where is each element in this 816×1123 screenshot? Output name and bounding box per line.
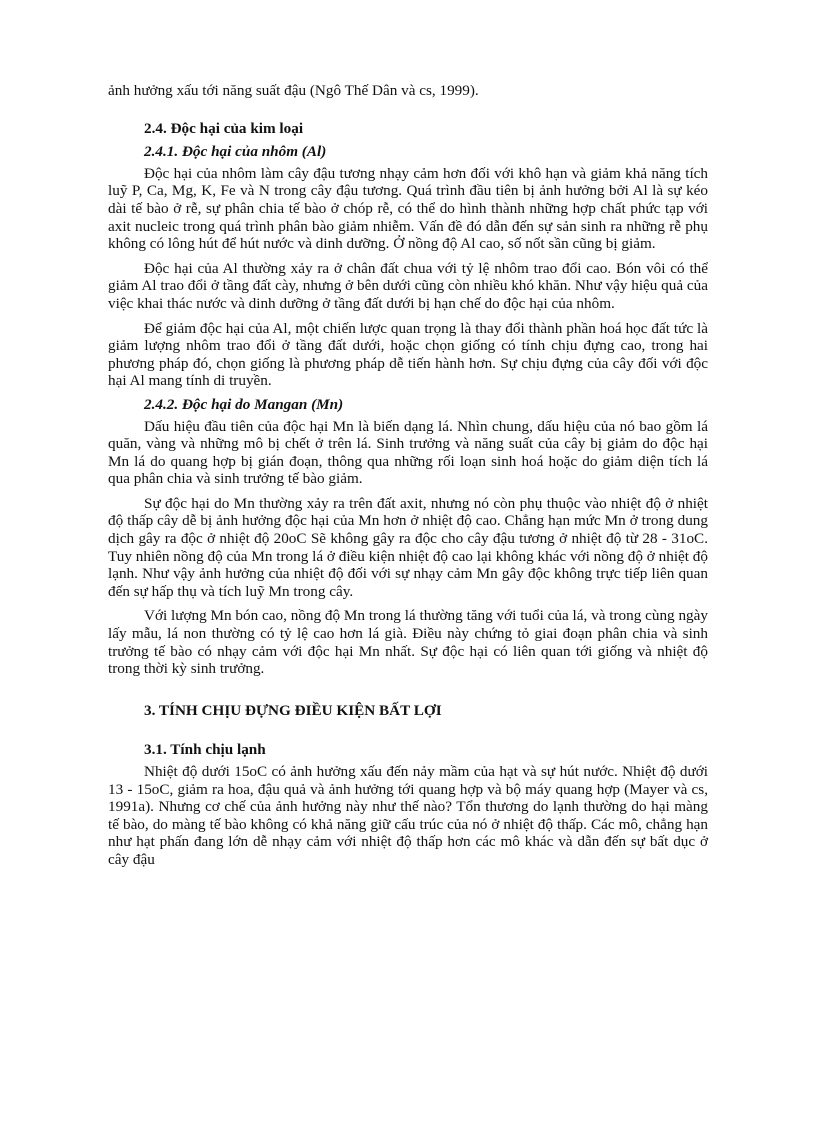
subsection-heading-3-1: 3.1. Tính chịu lạnh — [144, 741, 266, 759]
section-heading-2-4: 2.4. Độc hại của kim loại — [144, 119, 304, 137]
paragraph-cold-tolerance-1: Nhiệt độ dưới 15oC có ảnh hưởng xấu đến nảy mầm của hạt và sự hút nước. Nhiệt độ dưới 13 - 15oC, giảm ra hoa, đậu quả và ảnh hưởng tới quang hợp và bộ máy quang hợp (Mayer và cs, 1991a). Nhưng cơ chế của ảnh hưởng này như thế nào? Tổn thương do lạnh thường do hại màng tế bào, do màng tế bào không có khả năng giữ cấu trúc của nó ở nhiệt độ thấp. Các mô, chẳng hạn như hạt phấn đang lớn dễ nhạy cảm với nhiệt độ thấp hơn các mô khác và dẫn đến sự bất dục ở cây đậu — [108, 763, 708, 868]
intro-line: ảnh hưởng xấu tới năng suất đậu (Ngô Thế Dân và cs, 1999). — [108, 82, 479, 99]
paragraph-aluminum-3: Để giảm độc hại của Al, một chiến lược quan trọng là thay đổi thành phần hoá học đất tức là giảm lượng nhôm trao đổi ở tầng đất dưới, hoặc chọn giống có tính chịu đựng cao, trong hai phương pháp đó, chọn giống là phương pháp dễ tiến hành hơn. Sự chịu đựng của cây đối với độc hại Al mang tính di truyền. — [108, 319, 708, 390]
paragraph-aluminum-1: Độc hại của nhôm làm cây đậu tương nhạy cảm hơn đối với khô hạn và giảm khả năng tích luỹ P, Ca, Mg, K, Fe và N trong cây đậu tương. Quá trình đầu tiên bị ảnh hưởng bởi Al là sự kéo dài tế bào ở rễ, sự phân chia tế bào ở chóp rễ, có thể do hình thành những hợp chất phức tạp với axit nucleic trong quá trình phân bào giảm nhiễm. Vấn đề đó dẫn đến sự sản sinh ra những rễ phụ không có lông hút để hút nước và dinh dưỡng. Ở nồng độ Al cao, số nốt sần cũng bị giảm. — [108, 164, 708, 253]
paragraph-manganese-1: Dấu hiệu đầu tiên của độc hại Mn là biến dạng lá. Nhìn chung, dấu hiệu của nó bao gồm lá quăn, vàng và những mô bị chết ở trên lá. Sinh trưởng và năng suất của cây bị giảm do độc hại Mn lá do quang hợp bị gián đoạn, thông qua những rối loạn sinh hoá hoặc do giảm diện tích lá qua phân chia và sinh trưởng tế bào giảm. — [108, 417, 708, 488]
document-page — [108, 82, 708, 869]
subsection-heading-2-4-1: 2.4.1. Độc hại của nhôm (Al) — [144, 143, 327, 161]
paragraph-manganese-2: Sự độc hại do Mn thường xảy ra trên đất axit, nhưng nó còn phụ thuộc vào nhiệt độ ở nhiệt độ thấp cây dễ bị ảnh hưởng độc hại của Mn hơn ở nhiệt độ cao. Chẳng hạn mức Mn ở trong dung dịch gây ra độc ở nhiệt độ 20oC Sẽ không gây ra độc cho cây đậu tương ở nhiệt độ từ 28 - 31oC. Tuy nhiên nồng độ của Mn trong lá ở điều kiện nhiệt độ cao lại không khác với nồng độ ở nhiệt độ lạnh. Như vậy ảnh hưởng của nhiệt độ đối với sự nhạy cảm Mn gây độc không trực tiếp liên quan đến sự hấp thụ và tích luỹ Mn trong cây. — [108, 494, 708, 600]
section-heading-3: 3. TÍNH CHỊU ĐỰNG ĐIỀU KIỆN BẤT LỢI — [144, 701, 442, 719]
paragraph-aluminum-2: Độc hại của Al thường xảy ra ở chân đất chua với tỷ lệ nhôm trao đổi cao. Bón vôi có thể giảm Al trao đổi ở tầng đất cày, nhưng ở bên dưới cũng còn nhiều khó khăn. Như vậy hiệu quả của việc khai thác nước và dinh dưỡng ở tầng đất dưới bị hạn chế do độc hại của nhôm. — [108, 259, 708, 312]
subsection-heading-2-4-2: 2.4.2. Độc hại do Mangan (Mn) — [144, 395, 344, 413]
paragraph-manganese-3: Với lượng Mn bón cao, nồng độ Mn trong lá thường tăng với tuổi của lá, và trong cùng ngày lấy mẫu, lá non thường có tỷ lệ cao hơn lá già. Điều này chứng tỏ giai đoạn phân chia và sinh trưởng tế bào có nhạy cảm với độc hại Mn nhất. Sự độc hại có liên quan tới giống và nhiệt độ trong thời kỳ sinh trưởng. — [108, 607, 708, 678]
